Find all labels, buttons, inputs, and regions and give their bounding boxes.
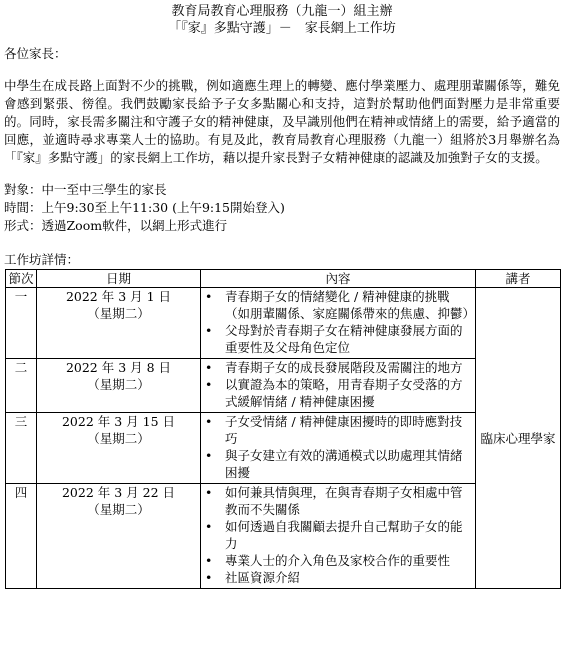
session-date-cell bbox=[37, 484, 201, 589]
content-item: • 以實證為本的策略，用青春期子女受落的方式緩解情緒 / 精神健康困擾 bbox=[201, 376, 471, 410]
details-label: 工作坊詳情： bbox=[4, 252, 80, 267]
salutation: 各位家長： bbox=[4, 46, 67, 61]
session-content bbox=[201, 484, 476, 589]
event-info bbox=[4, 181, 560, 235]
content-item: • 如何兼具情與理，在與青春期子女相處中管教而不失關係 bbox=[201, 484, 471, 518]
session-weekday: （星期二） bbox=[87, 377, 150, 392]
session-date: 2022 年 3 月 1 日 bbox=[65, 289, 172, 304]
session-content bbox=[201, 288, 476, 359]
workshop-title: 「『家』多點守護」－ 家長網上工作坊 bbox=[168, 21, 396, 36]
header-session: 節次 bbox=[6, 270, 37, 288]
session-number: 四 bbox=[6, 484, 37, 589]
content-item: • 如何透過自我關顧去提升自己幫助子女的能力 bbox=[201, 518, 471, 552]
organizer-title: 教育局教育心理服務（九龍一）組主辦 bbox=[171, 4, 393, 19]
session-content bbox=[201, 413, 476, 484]
session-weekday: （星期二） bbox=[87, 431, 150, 446]
target-audience: 對象：中一至中三學生的家長 bbox=[4, 182, 167, 197]
session-date-cell bbox=[37, 413, 201, 484]
content-item: • 青春期子女的情緒變化 / 精神健康的挑戰（如朋輩關係、家庭關係帶來的焦慮、抑鬱） bbox=[201, 288, 471, 322]
body-paragraph: 中學生在成長路上面對不少的挑戰，例如適應生理上的轉變、應付學業壓力、處理朋輩關係等，難免會感到緊張、徬徨。我們鼓勵家長給予子女多點關心和支持，這對於幫助他們面對壓力是非常重要的。同時，家長需多關注和守護子女的精神健康，及早識別他們在精神或情緒上的需要，給予適當的回應，並適時尋求專業人士的協助。有見及此，教育局教育心理服務（九龍一）組將於3月舉辦名為「『家』多點守護」的家長網上工作坊，藉以提升家長對子女精神健康的認識及加強對子女的支援。 bbox=[4, 78, 560, 165]
session-number: 三 bbox=[6, 413, 37, 484]
workshop-schedule-table bbox=[5, 269, 561, 589]
session-date: 2022 年 3 月 22 日 bbox=[61, 485, 176, 500]
notice-page bbox=[0, 3, 564, 668]
speaker-cell: 臨床心理學家 bbox=[476, 288, 561, 589]
session-number: 二 bbox=[6, 359, 37, 413]
session-content bbox=[201, 359, 476, 413]
session-weekday: （星期二） bbox=[87, 306, 150, 321]
table-row bbox=[6, 288, 561, 359]
header-date: 日期 bbox=[37, 270, 201, 288]
session-date-cell bbox=[37, 359, 201, 413]
content-item: • 專業人士的介入角色及家校合作的重要性 bbox=[201, 552, 471, 569]
session-date: 2022 年 3 月 8 日 bbox=[65, 360, 172, 375]
content-item: • 青春期子女的成長發展階段及需關注的地方 bbox=[201, 359, 471, 376]
event-time: 時間：上午9:30至上午11:30 (上午9:15開始登入) bbox=[4, 200, 285, 215]
table-header-row bbox=[6, 270, 561, 288]
session-date-cell bbox=[37, 288, 201, 359]
content-item: • 社區資源介紹 bbox=[201, 569, 471, 586]
header-speaker: 講者 bbox=[476, 270, 561, 288]
content-item: • 子女受情緒 / 精神健康困擾時的即時應對技巧 bbox=[201, 413, 471, 447]
content-item: • 與子女建立有效的溝通模式以助處理其情緒困擾 bbox=[201, 447, 471, 481]
header-content: 內容 bbox=[201, 270, 476, 288]
session-date: 2022 年 3 月 15 日 bbox=[61, 414, 176, 429]
session-weekday: （星期二） bbox=[87, 502, 150, 517]
content-item: • 父母對於青春期子女在精神健康發展方面的重要性及父母角色定位 bbox=[201, 322, 471, 356]
event-format: 形式：透過Zoom軟件，以網上形式進行 bbox=[4, 218, 228, 233]
session-number: 一 bbox=[6, 288, 37, 359]
